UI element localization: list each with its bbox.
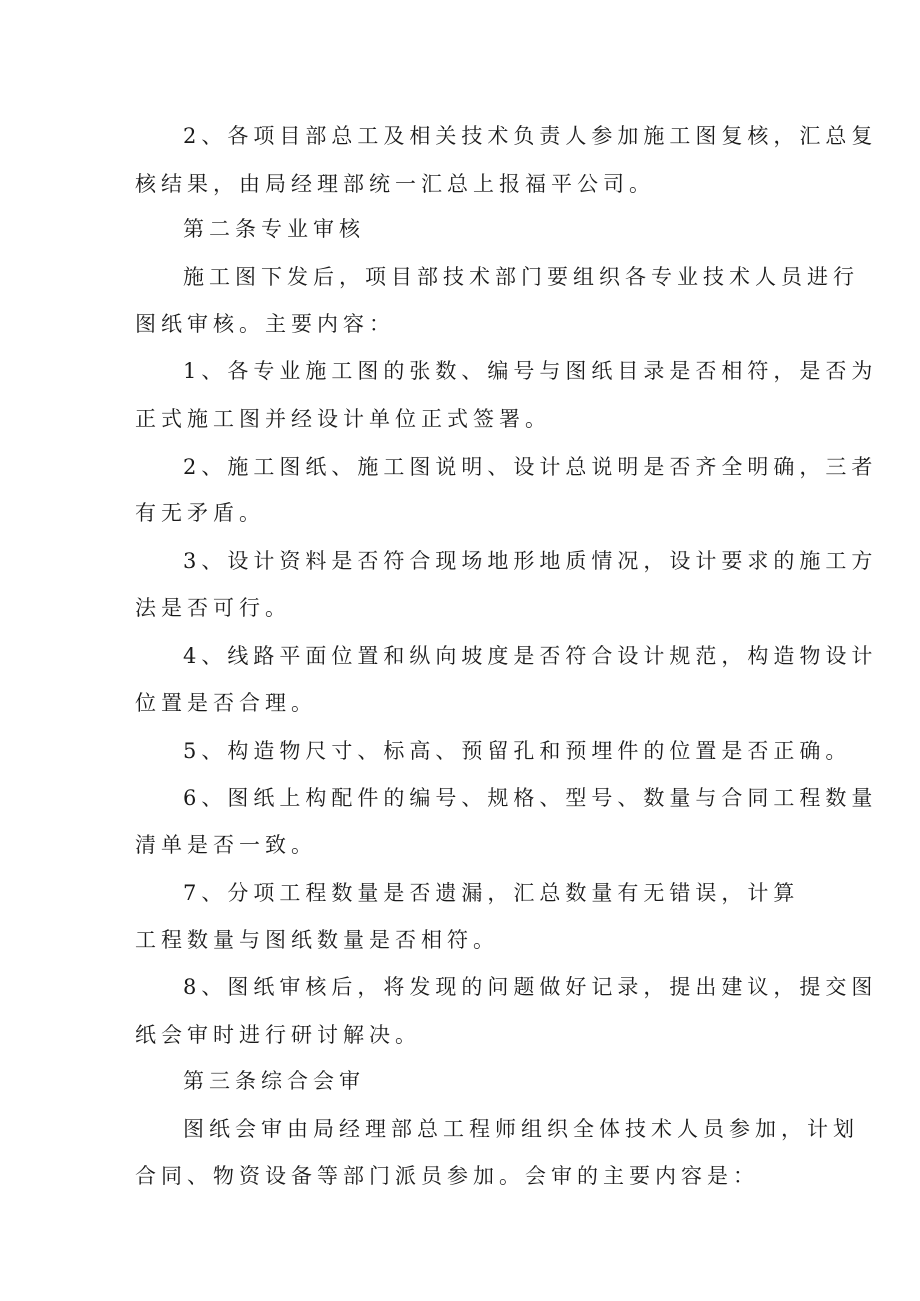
section-heading: 第二条专业审核 bbox=[183, 217, 365, 241]
paragraph-line: 合同、物资设备等部门派员参加。会审的主要内容是： bbox=[135, 1164, 759, 1188]
paragraph-line: 图纸会审由局经理部总工程师组织全体技术人员参加，计划 bbox=[183, 1117, 859, 1141]
paragraph-line: 图纸审核。主要内容： bbox=[135, 312, 395, 336]
paragraph-line: 纸会审时进行研讨解决。 bbox=[135, 1023, 421, 1047]
section-heading: 第三条综合会审 bbox=[183, 1069, 365, 1093]
paragraph-line: 有无矛盾。 bbox=[135, 501, 265, 525]
paragraph-line: 工程数量与图纸数量是否相符。 bbox=[135, 928, 499, 952]
paragraph-line: 2、各项目部总工及相关技术负责人参加施工图复核，汇总复 bbox=[183, 124, 878, 148]
paragraph-line: 2、施工图纸、施工图说明、设计总说明是否齐全明确，三者 bbox=[183, 455, 878, 479]
paragraph-line: 施工图下发后，项目部技术部门要组织各专业技术人员进行 bbox=[183, 265, 859, 289]
paragraph-line: 6、图纸上构配件的编号、规格、型号、数量与合同工程数量 bbox=[183, 786, 878, 810]
paragraph-line: 4、线路平面位置和纵向坡度是否符合设计规范，构造物设计 bbox=[183, 644, 878, 668]
paragraph-line: 8、图纸审核后，将发现的问题做好记录，提出建议，提交图 bbox=[183, 975, 878, 999]
paragraph-line: 7、分项工程数量是否遗漏，汇总数量有无错误，计算 bbox=[183, 881, 800, 905]
paragraph-line: 5、构造物尺寸、标高、预留孔和预埋件的位置是否正确。 bbox=[183, 739, 852, 763]
paragraph-line: 位置是否合理。 bbox=[135, 691, 317, 715]
paragraph-line: 1、各专业施工图的张数、编号与图纸目录是否相符，是否为 bbox=[183, 359, 878, 383]
paragraph-line: 核结果，由局经理部统一汇总上报福平公司。 bbox=[135, 172, 655, 196]
paragraph-line: 清单是否一致。 bbox=[135, 833, 317, 857]
paragraph-line: 法是否可行。 bbox=[135, 596, 291, 620]
paragraph-line: 正式施工图并经设计单位正式签署。 bbox=[135, 407, 551, 431]
paragraph-line: 3、设计资料是否符合现场地形地质情况，设计要求的施工方 bbox=[183, 549, 878, 573]
